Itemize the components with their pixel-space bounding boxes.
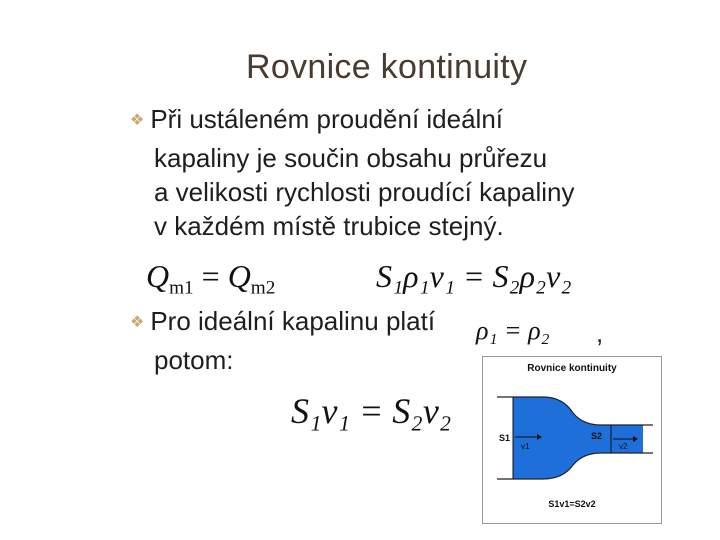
- label-s2: S2: [591, 431, 603, 441]
- equation-density-equal: ρ₁ = ρ₂: [476, 316, 550, 345]
- paragraph2-line2: potom:: [154, 345, 234, 375]
- paragraph-ideal-liquid: [130, 304, 510, 377]
- eq1-right-sub: m2: [250, 277, 276, 299]
- label-v2: v2: [619, 442, 628, 451]
- equation-density-form: S₁ρ₁v₁ = S₂ρ₂v₂: [376, 258, 572, 294]
- fluid-flow-shape: [513, 397, 643, 479]
- paragraph1-line1: Při ustáleném proudění ideální: [150, 104, 504, 134]
- paragraph2-line1: Pro ideální kapalinu platí: [150, 306, 436, 336]
- figure-formula: S1v1=S2v2: [548, 499, 596, 509]
- paragraph-continuity-definition: [130, 102, 690, 243]
- bullet-icon: ❖: [130, 112, 145, 129]
- figure-title: Rovnice kontinuity: [527, 363, 617, 374]
- equation-continuity: S₁v₁ = S₂v₂: [291, 391, 452, 431]
- eq1-left: Q: [146, 258, 170, 294]
- paragraph1-line2: kapaliny je součin obsahu průřezu: [154, 143, 548, 173]
- eq1-right: Q: [227, 258, 251, 294]
- label-v1: v1: [521, 442, 530, 451]
- paragraph1-line3: a velikosti rychlosti proudící kapaliny: [154, 177, 575, 207]
- eq1-op: =: [193, 258, 228, 294]
- equation-mass-flow: [146, 258, 275, 300]
- paragraph1-line4: v každém místě trubice stejný.: [154, 211, 504, 241]
- eq1-left-sub: m1: [169, 277, 194, 299]
- comma: ,: [596, 318, 604, 348]
- label-s1: S1: [499, 433, 511, 443]
- slide-title: Rovnice kontinuity: [246, 48, 528, 86]
- continuity-figure: [482, 356, 662, 524]
- bullet-icon: ❖: [130, 314, 145, 331]
